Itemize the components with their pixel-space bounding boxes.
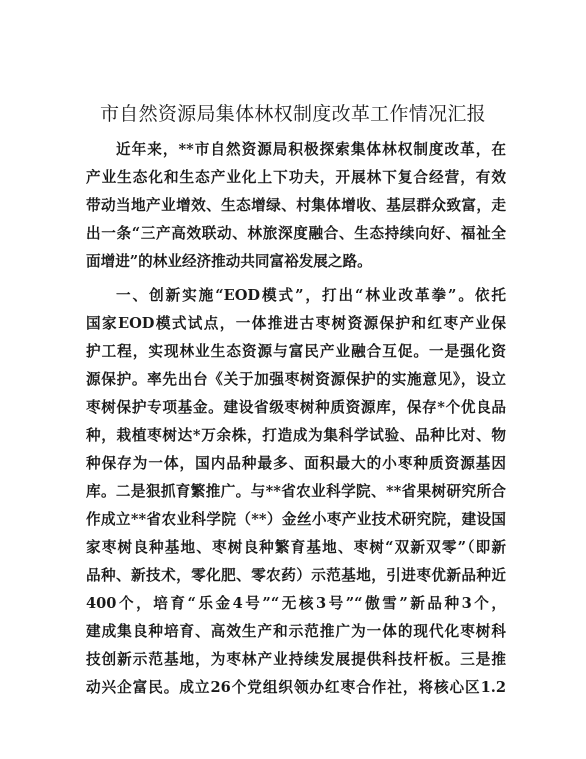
paragraph-2-line-13: 建成集良种培育、高效生产和示范推广为一体的现代化枣树科	[86, 623, 506, 640]
paragraph-2-line-7: 种保存为一体，国内品种最多、面积最大的小枣种质资源基因	[86, 455, 506, 472]
paragraph-2-line-5: 枣树保护专项基金。建设省级枣树种质资源库，保存*个优良品	[86, 399, 506, 416]
paragraph-2-line-3: 护工程，实现林业生态资源与富民产业融合互促。一是强化资	[86, 343, 506, 360]
paragraph-2-line-15: 动兴企富民。成立26个党组织领办红枣合作社，将核心区1.2	[86, 679, 506, 696]
paragraph-2-line-11: 品种、新技术，零化肥、零农药）示范基地，引进枣优新品种近	[86, 567, 506, 584]
paragraph-2-line-4: 源保护。率先出台《关于加强枣树资源保护的实施意见》，设立	[86, 371, 506, 388]
paragraph-2-line-6: 种，栽植枣树达*万余株，打造成为集科学试验、品种比对、物	[86, 427, 506, 444]
paragraph-2-line-1: 一、创新实施“EOD模式”，打出“林业改革拳”。依托	[116, 287, 506, 304]
paragraph-2-line-8: 库。二是狠抓育繁推广。与**省农业科学院、**省果树研究所合	[86, 483, 506, 500]
paragraph-1-line-4: 出一条“三产高效联动、林旅深度融合、生态持续向好、福祉全	[86, 225, 506, 242]
paragraph-2-line-9: 作成立**省农业科学院（**）金丝小枣产业技术研究院，建设国	[86, 511, 506, 528]
paragraph-2-line-12: 400个，培育“乐金4号”“无核3号”“傲雪”新品种3个，	[86, 595, 506, 612]
paragraph-1-line-3: 带动当地产业增效、生态增绿、村集体增收、基层群众致富，走	[86, 197, 506, 214]
paragraph-2-line-10: 家枣树良种基地、枣树良种繁育基地、枣树“双新双零”（即新	[86, 539, 506, 556]
paragraph-1-line-1: 近年来，**市自然资源局积极探索集体林权制度改革，在	[116, 141, 506, 158]
paragraph-2-line-2: 国家EOD模式试点，一体推进古枣树资源保护和红枣产业保	[86, 315, 506, 332]
paragraph-2-line-14: 技创新示范基地，为枣林产业持续发展提供科技杆板。三是推	[86, 651, 506, 668]
document-title: 市自然资源局集体林权制度改革工作情况汇报	[99, 103, 486, 125]
paragraph-1-line-5: 面增进”的林业经济推动共同富裕发展之路。	[86, 253, 372, 270]
paragraph-1-line-2: 产业生态化和生态产业化上下功夫，开展林下复合经营，有效	[86, 169, 506, 186]
